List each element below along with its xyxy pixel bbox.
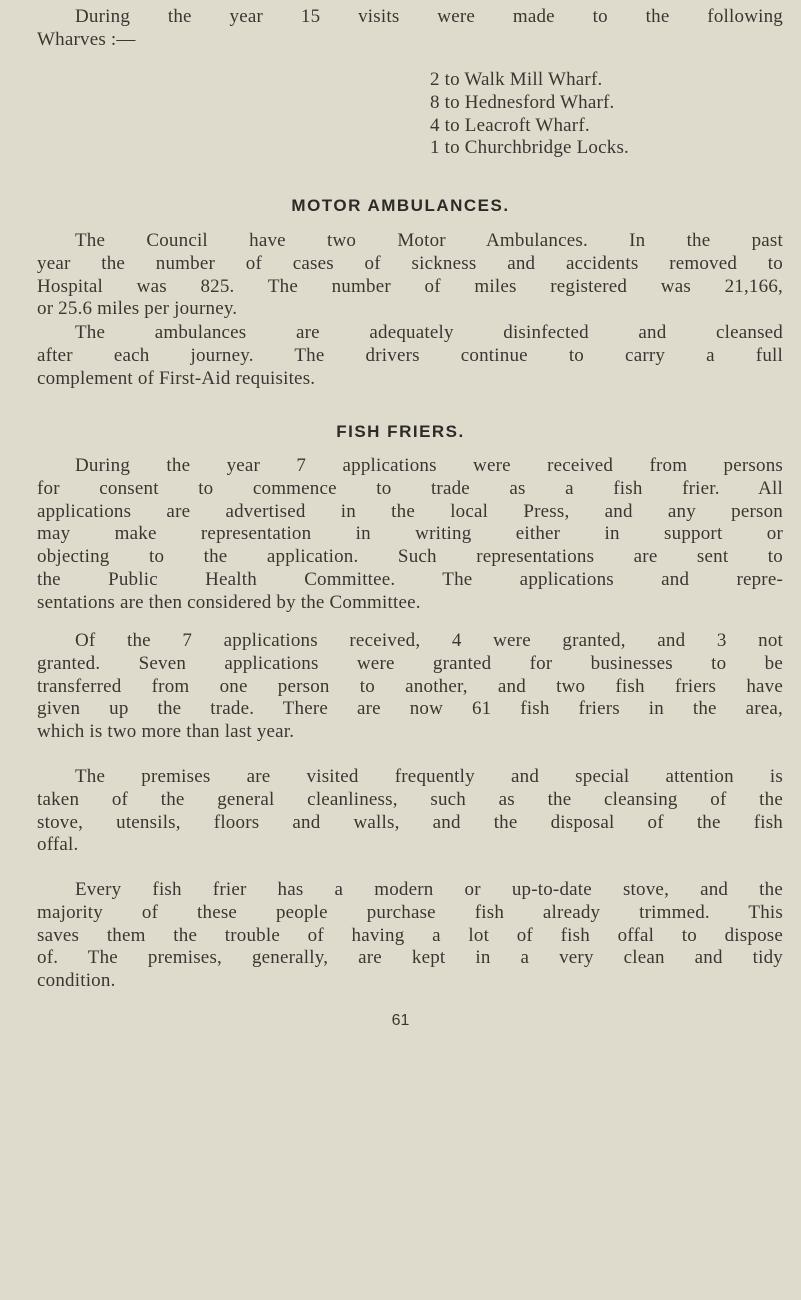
text-line: may make representation in writing either in support or	[37, 523, 783, 545]
text-line: after each journey. The drivers continue to carry a full	[37, 344, 783, 366]
text-line: complement of First-Aid requisites.	[37, 367, 316, 389]
text-line: The premises are visited frequently and special attention is	[75, 766, 783, 787]
text-line: Every fish frier has a modern or up-to-date stove, and the	[75, 879, 783, 900]
list-item: 8 to Hednesford Wharf.	[430, 91, 615, 113]
section-heading: FISH FRIERS.	[336, 422, 465, 441]
text-line: Wharves :—	[37, 28, 136, 50]
text-line: During the year 15 visits were made to the following	[75, 6, 783, 27]
list-item: 1 to Churchbridge Locks.	[430, 137, 629, 159]
text-line: year the number of cases of sickness and accidents removed to	[37, 252, 783, 274]
section-heading: MOTOR AMBULANCES.	[291, 196, 510, 215]
text-line: saves them the trouble of having a lot of fish offal to dispose	[37, 924, 783, 946]
text-line: of. The premises, generally, are kept in a very clean and tidy	[37, 947, 783, 969]
paragraph	[37, 6, 783, 52]
list-item: 4 to Leacroft Wharf.	[430, 114, 590, 136]
paragraph	[37, 766, 783, 857]
text-line: Hospital was 825. The number of miles registered was 21,166,	[37, 275, 783, 297]
paragraph	[37, 630, 783, 744]
text-line: During the year 7 applications were received from persons	[75, 455, 783, 476]
text-line: applications are advertised in the local Press, and any person	[37, 500, 783, 522]
paragraph	[37, 879, 783, 993]
text-line: majority of these people purchase fish already trimmed. This	[37, 901, 783, 923]
text-line: stove, utensils, floors and walls, and the disposal of the fish	[37, 811, 783, 833]
text-line: the Public Health Committee. The applications and repre-	[37, 568, 783, 590]
paragraph	[37, 322, 783, 390]
text-line: which is two more than last year.	[37, 721, 295, 743]
text-line: taken of the general cleanliness, such as the cleansing of the	[37, 788, 783, 810]
list-item: 2 to Walk Mill Wharf.	[430, 69, 603, 90]
wharf-list	[430, 69, 730, 160]
page-number: 61	[391, 1012, 410, 1029]
paragraph	[37, 230, 783, 321]
text-line: sentations are then considered by the Committee.	[37, 591, 421, 613]
text-line: given up the trade. There are now 61 fish friers in the area,	[37, 698, 783, 720]
text-line: transferred from one person to another, and two fish friers have	[37, 675, 783, 697]
paragraph	[37, 455, 783, 615]
text-line: The ambulances are adequately disinfected and cleansed	[75, 322, 783, 343]
text-line: for consent to commence to trade as a fish frier. All	[37, 477, 783, 499]
text-line: or 25.6 miles per journey.	[37, 298, 238, 320]
text-line: offal.	[37, 834, 79, 856]
text-line: granted. Seven applications were granted for businesses to be	[37, 652, 783, 674]
text-line: The Council have two Motor Ambulances. In the past	[75, 230, 783, 251]
text-line: objecting to the application. Such representations are sent to	[37, 546, 783, 568]
text-line: Of the 7 applications received, 4 were granted, and 3 not	[75, 630, 783, 651]
text-line: condition.	[37, 970, 116, 992]
